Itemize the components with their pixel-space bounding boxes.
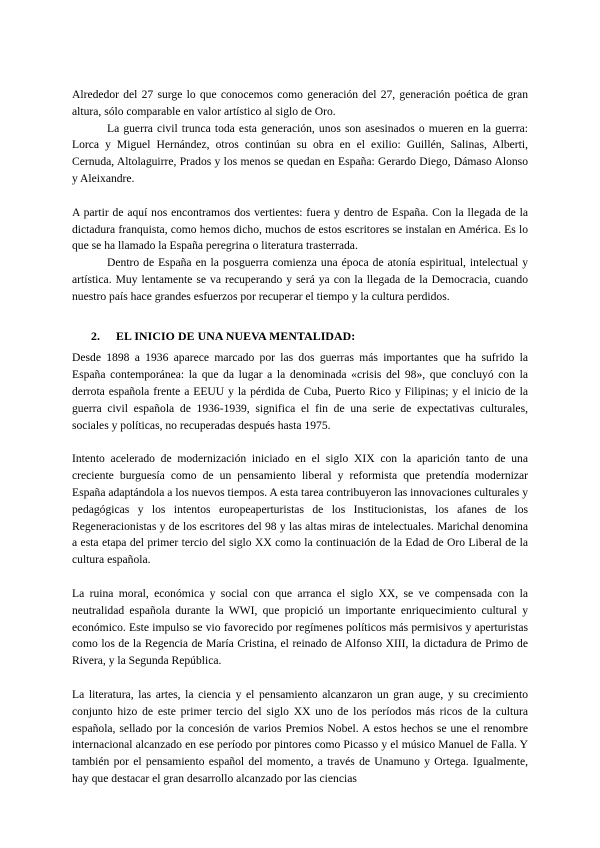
section-number: 2. [91, 328, 101, 343]
paragraph-civil-war: La guerra civil trunca toda esta generación, unos son asesinados o mueren en la guerra: Lorca y Miguel Hernández, otros continúan su obra en el exilio: Guillén, Salinas, Alberti, Cernuda, Altolaguirre, Prados y los menos se quedan en España: Gerardo Diego, Dámaso Alonso y Aleixandre. [72, 121, 528, 185]
paragraph-generation-27: Alrededor del 27 surge lo que conocemos como generación del 27, generación poética de gran altura, sólo comparable en valor artístico al siglo de Oro. [72, 88, 528, 118]
paragraph-moral-ruin: La ruina moral, económica y social con que arranca el siglo XX, se ve compensada con la neutralidad española durante la WWI, que propició un importante enriquecimiento cultural y económico. Este impulso se vio favorecido por regímenes políticos más permisivos y aperturistas como los de la Regencia de María Cristina, el reinado de Alfonso XIII, la dictadura de Primo de Rivera, y la Segunda República. [72, 586, 528, 668]
paragraph-modernization: Intento acelerado de modernización iniciado en el siglo XIX con la aparición tanto de una creciente burguesía como de un pensamiento liberal y reformista que pretendía modernizar España adaptándola a los nuevos tiempos. A esta tarea contribuyeron las innovaciones culturales y pedagógicas y los intentos europeaperturistas de los Institucionistas, los afanes de los Regeneracionistas y de los escritores del 98 y las altas miras de intelectuales. Marichal denomina a esta etapa del primer tercio del siglo XX como la continuación de la Edad de Oro Liberal de la cultura española. [72, 452, 528, 567]
paragraph-cultural-boom: La literatura, las artes, la ciencia y el pensamiento alcanzaron un gran auge, y su crecimiento conjunto hizo de este primer tercio del siglo XX uno de los períodos más ricos de la cultura española, sellado por la concesión de varios Premios Nobel. A estos hechos se une el renombre internacional alcanzado en ese período por pintores como Picasso y el músico Manuel de Falla. Y también por el pensamiento español del momento, a través de Unamuno y Ortega. Igualmente, hay que destacar el gran desarrollo alcanzado por las ciencias [72, 687, 528, 785]
document-body [72, 87, 528, 788]
section-title: EL INICIO DE UNA NUEVA MENTALIDAD: [116, 328, 356, 343]
section-heading [72, 328, 528, 345]
paragraph-1898-1936: Desde 1898 a 1936 aparece marcado por las dos guerras más importantes que ha sufrido la España contemporánea: la que da lugar a la denominada «crisis del 98», que concluyó con la derrota española frente a EEUU y la pérdida de Cuba, Puerto Rico y Filipinas; y el inicio de la guerra civil española de 1936-1939, significa el fin de una serie de expectativas culturales, sociales y políticas, no recuperadas después hasta 1975. [72, 351, 528, 432]
paragraph-postwar: Dentro de España en la posguerra comienza una época de atonía espiritual, intelectual y artística. Muy lentamente se va recuperando y será ya con la llegada de la Democracia, cuando nuestro país hace grandes esfuerzos por recuperar el tiempo y la cultura perdidos. [72, 256, 528, 303]
paragraph-two-currents: A partir de aquí nos encontramos dos vertientes: fuera y dentro de España. Con la llegada de la dictadura franquista, como hemos dicho, muchos de estos escritores se instalan en América. Es lo que se ha llamado la España peregrina o literatura trasterrada. [72, 205, 528, 253]
